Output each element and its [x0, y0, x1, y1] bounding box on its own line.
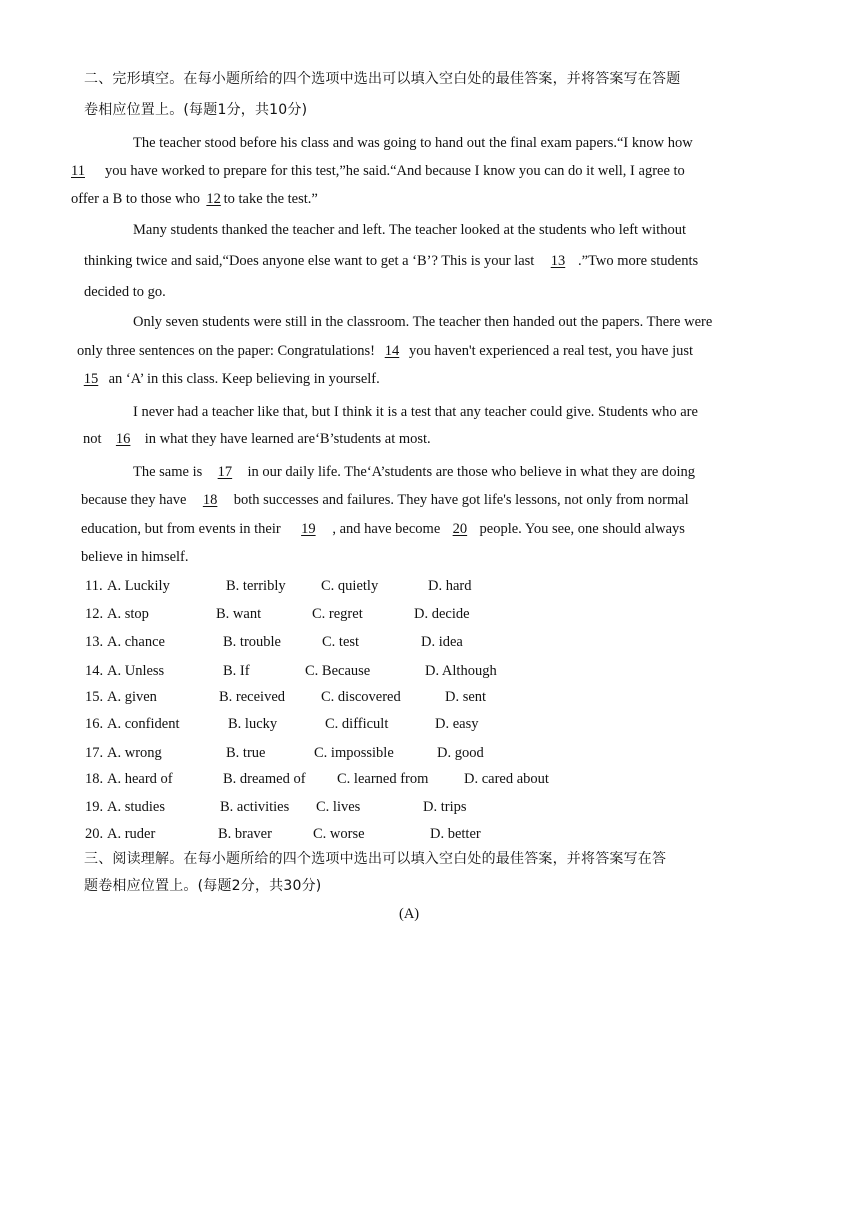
passage-p4-line2-a: not — [83, 431, 106, 447]
passage-p1-line3 — [71, 190, 318, 208]
option-b: B. true — [226, 745, 266, 761]
option-a: A. wrong — [107, 745, 162, 761]
option-a: A. Unless — [107, 663, 165, 679]
blank-12: 12 — [206, 191, 221, 207]
option-b: B. received — [219, 689, 286, 705]
option-d: D. hard — [428, 578, 472, 594]
option-number: 12. — [85, 606, 104, 622]
blank-18: 18 — [202, 492, 218, 508]
section3-part-label: (A) — [399, 906, 420, 922]
section2-heading-line2: 卷相应位置上。(每题1分，共10分) — [84, 102, 308, 118]
blank-17: 17 — [217, 464, 233, 480]
option-c: C. worse — [313, 826, 365, 842]
passage-p5-line2-b: both successes and failures. They have got life's lessons, not only from normal — [230, 492, 689, 508]
passage-p1-line2-text: you have worked to prepare for this test,”he said.“And because I know you can do it well, I agree to — [105, 163, 685, 179]
passage-p2-line2-a: thinking twice and said,“Does anyone else want to get a ‘B’? This is your last — [84, 253, 538, 269]
option-number: 11. — [85, 578, 103, 594]
option-b: B. terribly — [226, 578, 286, 594]
option-d: D. sent — [445, 689, 487, 705]
option-c: C. Because — [305, 663, 371, 679]
option-a: A. Luckily — [107, 578, 170, 594]
passage-p3-line2-b: you haven't experienced a real test, you have just — [408, 343, 694, 359]
option-a: A. ruder — [107, 826, 156, 842]
passage-p3-line3 — [77, 370, 380, 388]
option-c: C. impossible — [314, 745, 394, 761]
passage-p5-line2-a: because they have — [81, 492, 191, 508]
passage-p5-line1-b: in our daily life. The‘A’students are those who believe in what they are doing — [243, 464, 696, 480]
passage-p3-line1: Only seven students were still in the classroom. The teacher then handed out the papers. There were — [133, 314, 713, 330]
option-b: B. activities — [220, 799, 290, 815]
option-d: D. good — [437, 745, 484, 761]
option-c: C. quietly — [321, 578, 379, 594]
passage-p1-line3-b: to take the test.” — [223, 191, 318, 207]
passage-p3-line2-a: only three sentences on the paper: Congratulations! — [77, 343, 375, 359]
option-number: 15. — [85, 689, 104, 705]
passage-p1-line1: The teacher stood before his class and was going to hand out the final exam papers.“I know how — [133, 135, 693, 151]
option-b: B. want — [216, 606, 262, 622]
blank-16: 16 — [115, 431, 131, 447]
blank-11: 11 — [71, 163, 85, 179]
passage-p5-line3-a: education, but from events in their — [81, 521, 285, 537]
passage-p2-line2-b: .”Two more students — [577, 253, 699, 269]
section3-heading-line2: 题卷相应位置上。(每题2分，共30分) — [84, 878, 322, 894]
option-number: 17. — [85, 745, 104, 761]
section2-heading-line1: 二、完形填空。在每小题所给的四个选项中选出可以填入空白处的最佳答案，并将答案写在答题 — [84, 71, 681, 87]
option-b: B. trouble — [223, 634, 281, 650]
option-a: A. stop — [107, 606, 149, 622]
option-a: A. given — [107, 689, 157, 705]
passage-p3-line2 — [77, 342, 693, 360]
option-b: B. lucky — [228, 716, 278, 732]
option-number: 14. — [85, 663, 104, 679]
option-a: A. chance — [107, 634, 165, 650]
option-c: C. learned from — [337, 771, 429, 787]
passage-p2-line1: Many students thanked the teacher and left. The teacher looked at the students who left without — [133, 222, 686, 238]
option-c: C. test — [322, 634, 360, 650]
passage-p5-line2 — [81, 491, 689, 509]
option-c: C. discovered — [321, 689, 401, 705]
option-d: D. trips — [423, 799, 467, 815]
option-number: 18. — [85, 771, 104, 787]
option-d: D. Although — [425, 663, 497, 679]
option-d: D. better — [430, 826, 481, 842]
passage-p5-line1 — [133, 463, 695, 481]
option-number: 19. — [85, 799, 104, 815]
option-number: 20. — [85, 826, 104, 842]
option-b: B. braver — [218, 826, 272, 842]
passage-p5-line3-b: , and have become — [332, 521, 444, 537]
section3-heading-line1: 三、阅读理解。在每小题所给的四个选项中选出可以填入空白处的最佳答案，并将答案写在答 — [84, 851, 667, 867]
option-c: C. regret — [312, 606, 363, 622]
option-b: B. If — [223, 663, 250, 679]
option-a: A. studies — [107, 799, 165, 815]
option-d: D. cared about — [464, 771, 549, 787]
option-d: D. decide — [414, 606, 470, 622]
passage-p1-line2 — [71, 162, 685, 180]
option-a: A. heard of — [107, 771, 173, 787]
blank-20: 20 — [452, 521, 468, 537]
option-c: C. difficult — [325, 716, 389, 732]
option-number: 16. — [85, 716, 104, 732]
passage-p4-line2 — [83, 430, 431, 448]
passage-p5-line3-c: people. You see, one should always — [475, 521, 685, 537]
passage-p3-line3-b: an ‘A’ in this class. Keep believing in yourself. — [105, 371, 380, 387]
blank-14: 14 — [384, 343, 400, 359]
passage-p1-line3-a: offer a B to those who — [71, 191, 204, 207]
option-b: B. dreamed of — [223, 771, 306, 787]
passage-p2-line2 — [84, 252, 698, 270]
blank-15: 15 — [83, 371, 99, 387]
option-number: 13. — [85, 634, 104, 650]
option-d: D. idea — [421, 634, 463, 650]
option-c: C. lives — [316, 799, 361, 815]
passage-p4-line2-b: in what they have learned are‘B’students at most. — [141, 431, 431, 447]
passage-p5-line1-a: The same is — [133, 464, 206, 480]
passage-p2-line3: decided to go. — [84, 284, 166, 300]
option-a: A. confident — [107, 716, 180, 732]
blank-13: 13 — [550, 253, 566, 269]
option-d: D. easy — [435, 716, 479, 732]
passage-p5-line3 — [81, 520, 685, 538]
blank-19: 19 — [301, 521, 316, 537]
passage-p5-line4: believe in himself. — [81, 549, 189, 565]
passage-p4-line1: I never had a teacher like that, but I think it is a test that any teacher could give. Students who are — [133, 404, 698, 420]
